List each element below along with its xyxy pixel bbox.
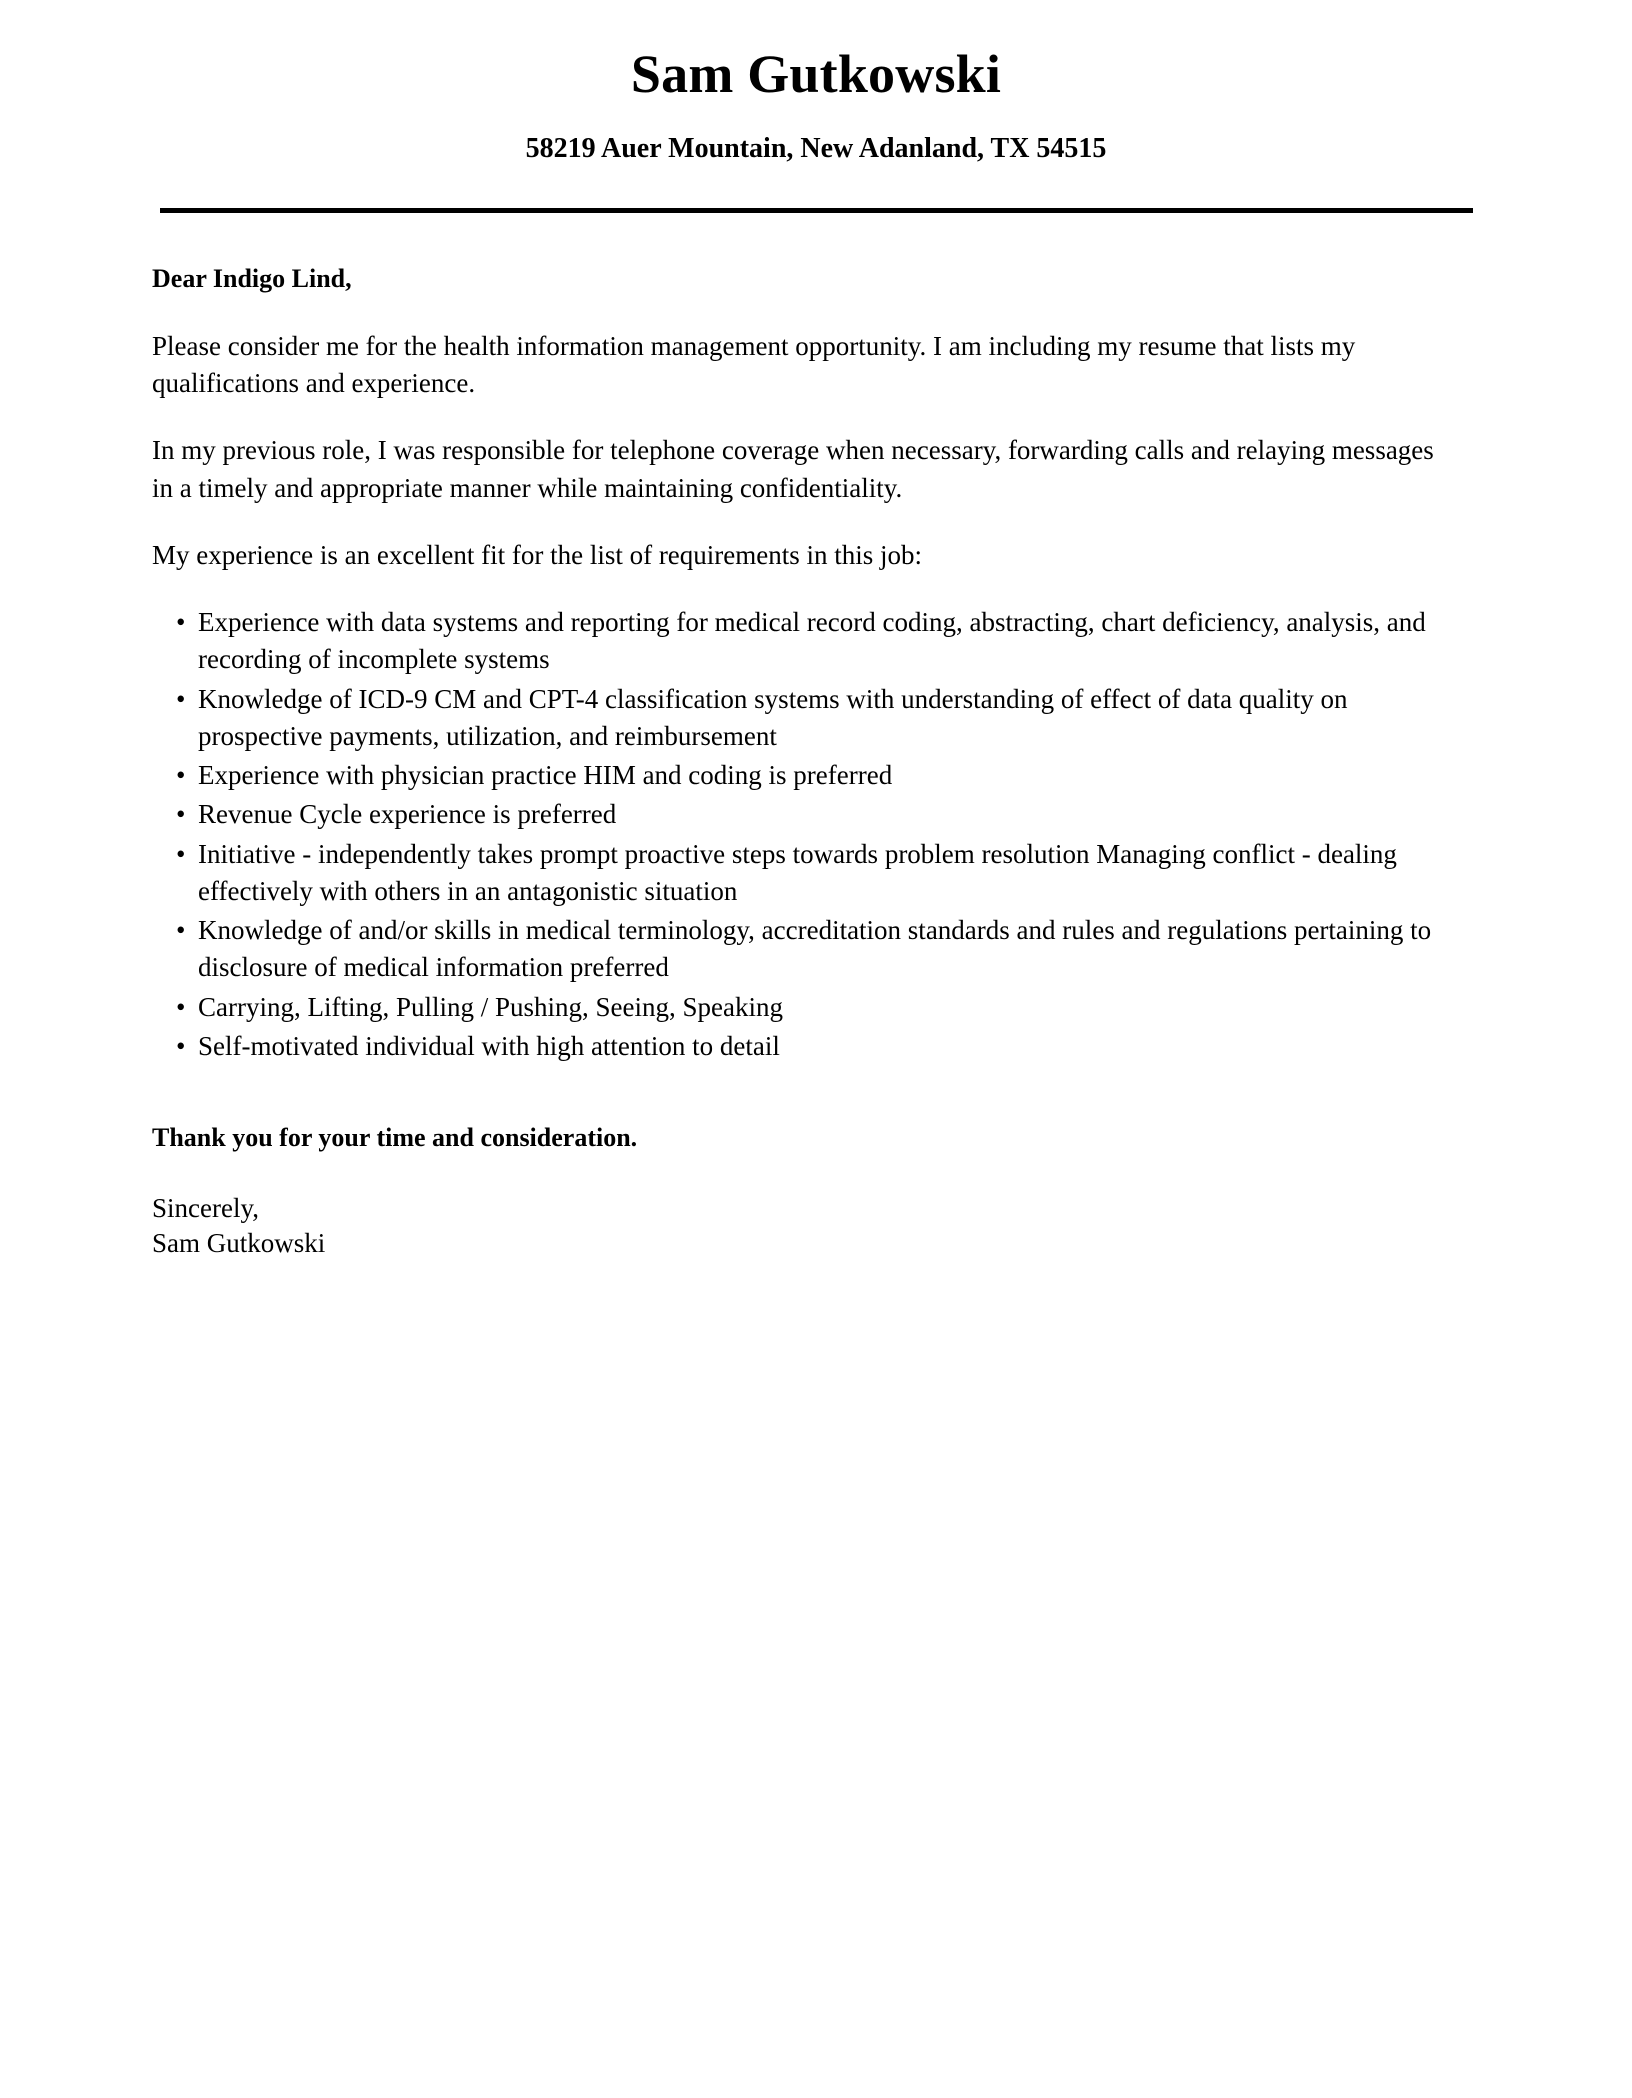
bullet-icon: • bbox=[176, 799, 186, 830]
paragraph-experience: In my previous role, I was responsible for telephone coverage when necessary, forwarding calls and relaying messages in a timely and appropriate manner while maintaining confidentiality. bbox=[152, 435, 1434, 503]
bullet-icon: • bbox=[176, 915, 186, 946]
bullet-icon: • bbox=[176, 760, 186, 791]
signature-name: Sam Gutkowski bbox=[152, 1228, 326, 1259]
list-item bbox=[152, 1028, 1458, 1065]
signoff-block bbox=[152, 1191, 1458, 1262]
letter-body bbox=[152, 262, 1458, 1262]
candidate-name: Sam Gutkowski bbox=[630, 44, 1002, 104]
list-item bbox=[152, 989, 1458, 1026]
bullet-icon: • bbox=[176, 1030, 186, 1061]
bullet-icon: • bbox=[176, 838, 186, 869]
list-item bbox=[152, 912, 1458, 987]
list-item-text: Knowledge of ICD-9 CM and CPT-4 classification systems with understanding of effect of data quality on prospective payments, utilization, and reimbursement bbox=[198, 683, 1348, 751]
closing-thanks: Thank you for your time and consideration. bbox=[152, 1123, 638, 1153]
list-item-text: Carrying, Lifting, Pulling / Pushing, Seeing, Speaking bbox=[198, 991, 783, 1022]
paragraph-requirements-lead: My experience is an excellent fit for the list of requirements in this job: bbox=[152, 539, 923, 570]
candidate-address: 58219 Auer Mountain, New Adanland, TX 54515 bbox=[525, 133, 1107, 165]
bullet-icon: • bbox=[176, 607, 186, 638]
list-item bbox=[152, 757, 1458, 794]
list-item-text: Self-motivated individual with high attention to detail bbox=[198, 1030, 780, 1061]
paragraph-intro: Please consider me for the health information management opportunity. I am including my resume that lists my qualifications and experience. bbox=[152, 330, 1356, 399]
list-item-text: Knowledge of and/or skills in medical terminology, accreditation standards and rules and regulations pertaining to disclosure of medical information preferred bbox=[198, 915, 1432, 983]
salutation: Dear Indigo Lind, bbox=[152, 264, 352, 293]
signoff-greeting: Sincerely, bbox=[152, 1192, 259, 1223]
list-item-text: Revenue Cycle experience is preferred bbox=[198, 799, 617, 830]
requirements-list bbox=[152, 604, 1458, 1065]
list-item bbox=[152, 796, 1458, 833]
list-item bbox=[152, 604, 1458, 679]
list-item-text: Experience with physician practice HIM and coding is preferred bbox=[198, 760, 893, 791]
letterhead bbox=[0, 0, 1632, 166]
list-item bbox=[152, 836, 1458, 911]
list-item bbox=[152, 681, 1458, 756]
list-item-text: Experience with data systems and reporting for medical record coding, abstracting, chart deficiency, analysis, and recording of incomplete systems bbox=[198, 607, 1426, 675]
bullet-icon: • bbox=[176, 683, 186, 714]
bullet-icon: • bbox=[176, 991, 186, 1022]
header-divider bbox=[160, 208, 1473, 213]
list-item-text: Initiative - independently takes prompt proactive steps towards problem resolution Managing conflict - dealing effectively with others in an antagonistic situation bbox=[198, 838, 1397, 906]
